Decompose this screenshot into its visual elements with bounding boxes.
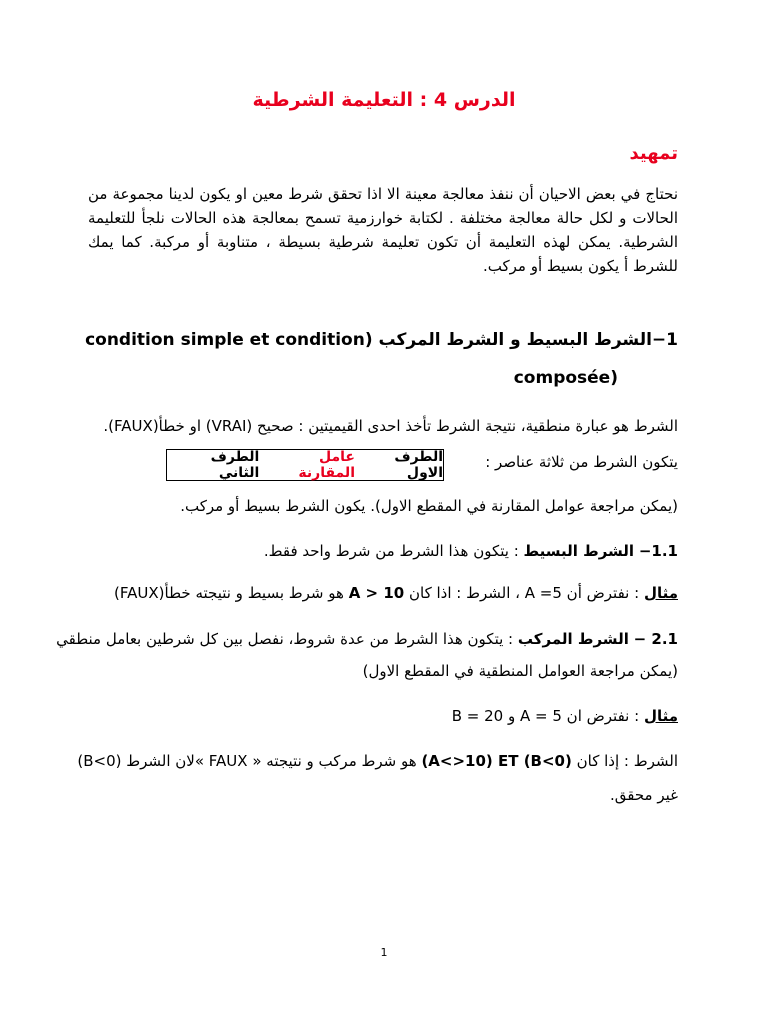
example1-condition: A > 10: [348, 584, 405, 602]
simple-number: 1.1−: [638, 542, 678, 560]
simple-condition-line: [264, 542, 678, 560]
components-intro: يتكون الشرط من ثلاثة عناصر :: [485, 453, 678, 471]
component-operator: عامل المقارنة: [298, 449, 355, 481]
example2-result-text-b: هو شرط مركب و نتيجته « FAUX »لان الشرط (B<0): [77, 752, 417, 770]
page-number: 1: [380, 946, 388, 959]
simple-text: : يتكون هذا الشرط من شرط واحد فقط.: [263, 542, 519, 560]
components-box: [166, 449, 444, 481]
example1-label: مثال: [643, 584, 678, 602]
compound-condition-line: [56, 630, 678, 648]
compound-note: (يمكن مراجعة العوامل المنطقية في المقطع الاول): [362, 662, 678, 680]
section1-heading-continued: composée): [513, 368, 618, 388]
example2-line: [452, 707, 678, 725]
example2-result-line: [77, 752, 678, 770]
compound-number: 2.1 −: [633, 630, 678, 648]
example2-label: مثال: [643, 707, 678, 725]
example2-text: : نفترض ان A = 5 و B = 20: [451, 707, 640, 725]
intro-paragraph: نحتاج في بعض الاحيان أن ننفذ معالجة معينة الا اذا تحقق شرط معين او يكون لدينا مجموعة من الحالات و لكل حالة معالجة مختلفة . لكتابة خوارزمية تسمح بمعالجة هذه الحالات نلجأ للتعليمة الشرطية. يمكن لهذه التعليمة أن تكون تعليمة شرطية بسيطة ، متناوبة أو مركبة. كما يمك للشرط أ يكون بسيط أو مركب.: [88, 185, 678, 275]
compound-text: : يتكون هذا الشرط من عدة شروط، نفصل بين كل شرطين بعامل منطقي: [56, 630, 514, 648]
page-title: الدرس 4 : التعليمة الشرطية: [252, 89, 516, 111]
section1-heading: 1−الشرط البسيط و الشرط المركب (condition simple et condition: [85, 330, 678, 350]
condition-definition: الشرط هو عبارة منطقية، نتيجة الشرط تأخذ احدى القيميتين : صحيح (VRAI) او خطأ(FAUX).: [103, 417, 678, 435]
example1-line: [114, 584, 678, 602]
component-first-term: الطرف الاول: [394, 449, 443, 481]
simple-label: الشرط البسيط: [523, 542, 635, 560]
compound-label: الشرط المركب: [517, 630, 629, 648]
example2-result-condition: (A<>10) ET (B<0): [421, 752, 572, 770]
example2-result-text-a: الشرط : إذا كان: [576, 752, 678, 770]
example2-result-line2: غير محقق.: [610, 786, 678, 804]
example1-text-b: هو شرط بسيط و نتيجته خطأ(FAUX): [114, 584, 344, 602]
components-note: (يمكن مراجعة عوامل المقارنة في المقطع الاول). يكون الشرط بسيط أو مركب.: [180, 497, 678, 515]
example1-text-a: : نفترض أن A =5 ، الشرط : اذا كان: [409, 584, 640, 602]
component-second-term: الطرف الثاني: [210, 449, 260, 481]
intro-heading: تمهيد: [629, 143, 678, 164]
